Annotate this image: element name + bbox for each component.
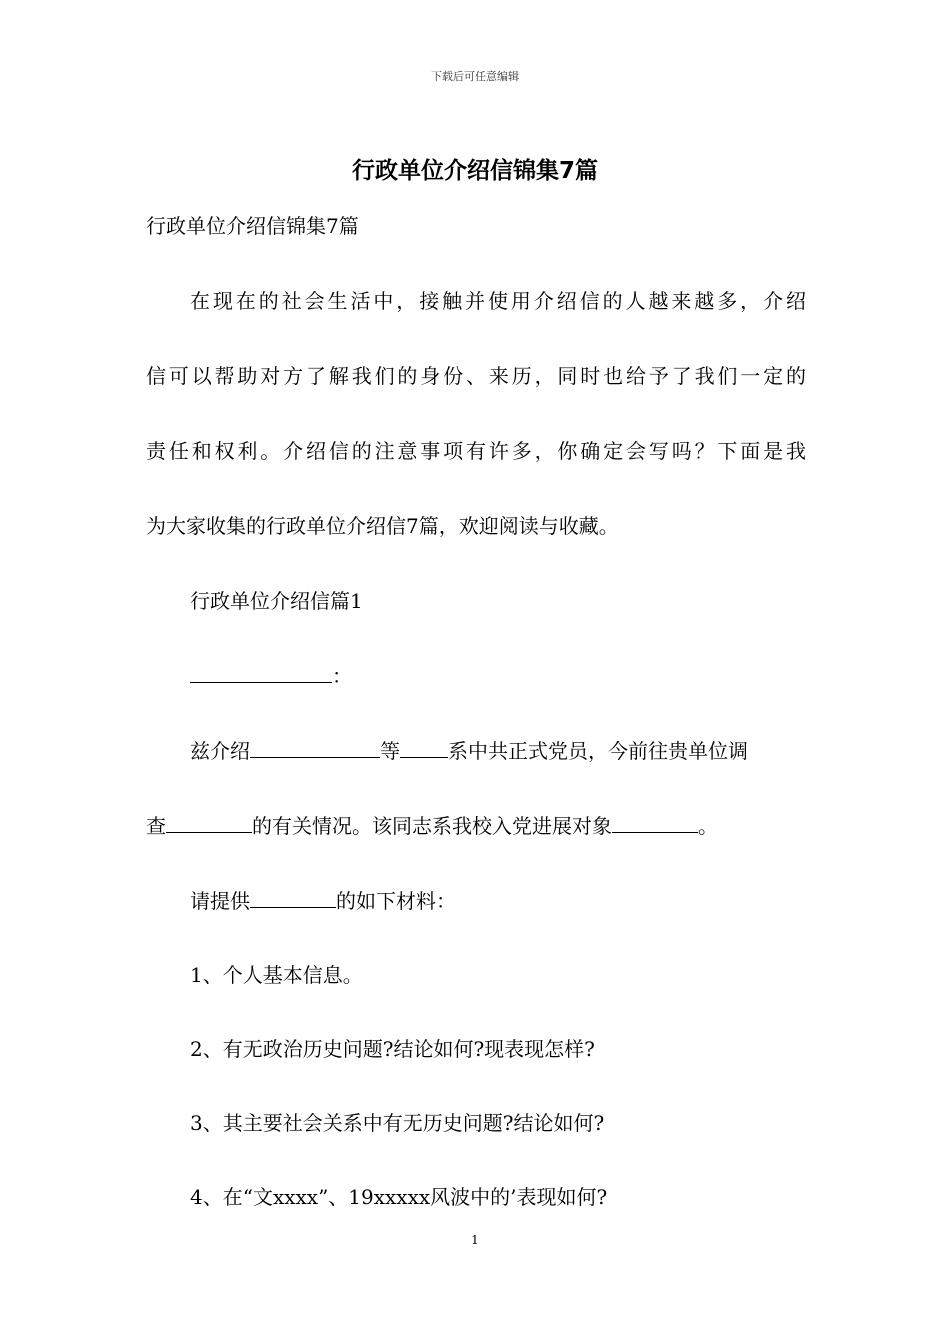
- name-blank: [250, 739, 380, 758]
- body-text: 查: [146, 814, 166, 838]
- body-text: 的如下材料：: [336, 889, 456, 913]
- date-blank: [612, 814, 698, 833]
- salutation-line: [190, 664, 806, 688]
- page-number: 1: [471, 1233, 479, 1247]
- body-text: 的有关情况。该同志系我校入党进展对象: [252, 814, 612, 838]
- list-item-3: 3、其主要社会关系中有无历史问题?结论如何?: [190, 1111, 605, 1135]
- body-text: 。: [698, 814, 718, 838]
- body-text: 兹介绍: [190, 739, 250, 763]
- list-item-4: 4、在“文xxxx”、19xxxxx风波中的’表现如何?: [190, 1185, 608, 1209]
- body-line-1: [190, 739, 806, 763]
- list-item-1: 1、个人基本信息。: [190, 963, 363, 987]
- intro-line-1: 在现在的社会生活中，接触并使用介绍信的人越来越多，介绍: [190, 289, 806, 313]
- salutation-blank: [190, 664, 332, 683]
- intro-line-2: 信可以帮助对方了解我们的身份、来历，同时也给予了我们一定的: [146, 364, 806, 388]
- intro-line-4: 为大家收集的行政单位介绍信7篇，欢迎阅读与收藏。: [146, 514, 619, 538]
- body-text: 等: [380, 739, 400, 763]
- list-item-2: 2、有无政治历史问题?结论如何?现表现怎样?: [190, 1037, 595, 1061]
- document-title: 行政单位介绍信锦集7篇: [351, 158, 598, 184]
- person-blank: [250, 889, 336, 908]
- count-blank: [400, 739, 448, 758]
- header-note: 下载后可任意编辑: [431, 70, 519, 83]
- body-text: 系中共正式党员，今前往贵单位调: [448, 739, 748, 763]
- document-subtitle: 行政单位介绍信锦集7篇: [146, 214, 359, 238]
- request-line: [190, 889, 806, 913]
- section-heading: 行政单位介绍信篇1: [190, 589, 363, 613]
- intro-line-3: 责任和权利。介绍信的注意事项有许多，你确定会写吗？下面是我: [146, 439, 806, 463]
- salutation-colon: ：: [332, 664, 352, 688]
- subject-blank: [166, 814, 252, 833]
- body-text: 请提供: [190, 889, 250, 913]
- body-line-2: [146, 814, 806, 838]
